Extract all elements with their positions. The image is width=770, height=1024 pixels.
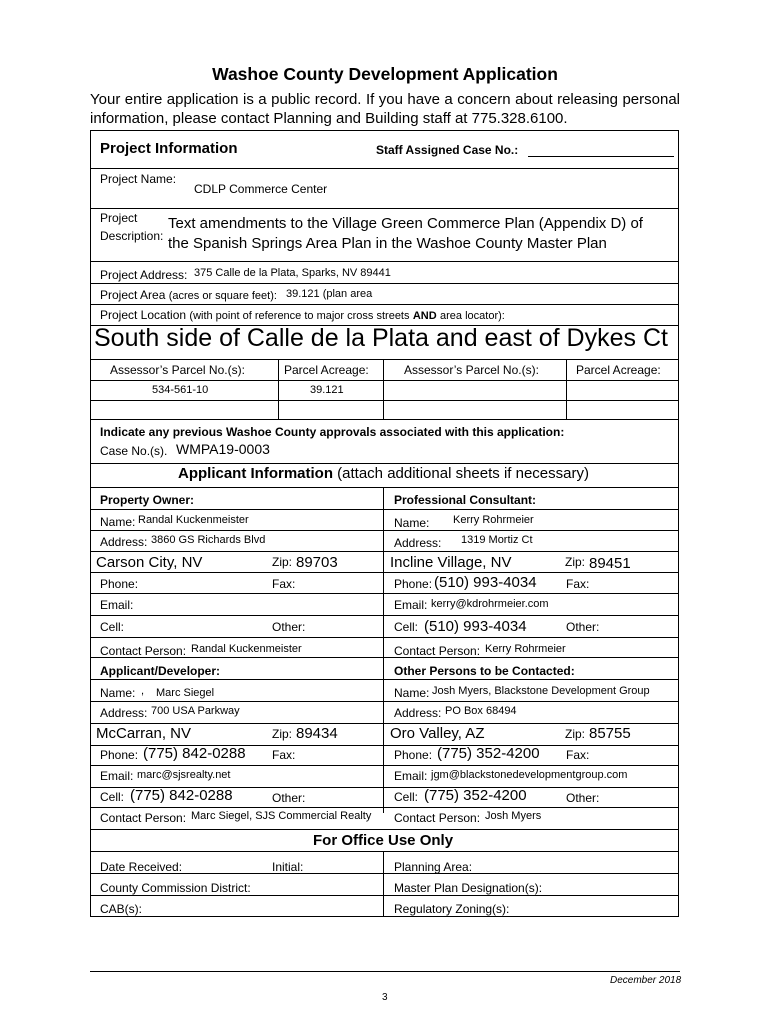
owner-email-label: Email: <box>100 598 134 612</box>
case-no-label: Case No.(s). <box>100 444 168 458</box>
developer-name-value[interactable]: Marc Siegel <box>156 687 215 699</box>
developer-email-value[interactable]: marc@sjsrealty.net <box>137 769 231 781</box>
other-city[interactable]: Oro Valley, AZ <box>390 725 485 742</box>
project-address-label: Project Address: <box>100 268 188 282</box>
commission-district-label: County Commission District: <box>100 881 251 895</box>
staff-case-field[interactable] <box>528 156 674 157</box>
project-location-label-text: Project Location <box>100 308 187 322</box>
project-location-note-and: AND <box>412 310 437 322</box>
document-title: Washoe County Development Application <box>212 64 558 84</box>
developer-name-label: Name: <box>100 686 136 700</box>
project-desc-value-2[interactable]: the Spanish Springs Area Plan in the Washoe County Master Plan <box>168 235 607 252</box>
owner-other-label: Other: <box>272 620 306 634</box>
parcel-header-acreage-1: Parcel Acreage: <box>284 363 369 377</box>
other-address-label: Address: <box>394 706 442 720</box>
owner-zip-label: Zip: <box>272 555 293 569</box>
parcel-apn-1[interactable]: 534-561-10 <box>152 384 209 396</box>
owner-city[interactable]: Carson City, NV <box>96 554 203 571</box>
parcel-header-apn-2: Assessor’s Parcel No.(s): <box>404 363 539 377</box>
developer-zip-value[interactable]: 89434 <box>296 725 338 742</box>
other-contact-value[interactable]: Josh Myers <box>485 810 542 822</box>
planning-area-label: Planning Area: <box>394 860 473 874</box>
other-fax-label: Fax: <box>566 748 590 762</box>
developer-fax-label: Fax: <box>272 748 296 762</box>
consultant-phone-value[interactable]: (510) 993-4034 <box>434 574 537 591</box>
owner-contact-label: Contact Person: <box>100 644 187 658</box>
parcel-header-apn-1: Assessor’s Parcel No.(s): <box>110 363 245 377</box>
project-desc-value-1[interactable]: Text amendments to the Village Green Commerce Plan (Appendix D) of <box>168 215 643 232</box>
consultant-email-value[interactable]: kerry@kdrohrmeier.com <box>431 598 549 610</box>
consultant-zip-label: Zip: <box>565 555 586 569</box>
parcel-acreage-1[interactable]: 39.121 <box>310 384 344 396</box>
owner-address-label: Address: <box>100 535 148 549</box>
other-contact-label: Contact Person: <box>394 811 481 825</box>
other-phone-label: Phone: <box>394 748 433 762</box>
developer-name-prefix: , <box>141 685 145 697</box>
footer-rule <box>90 971 680 972</box>
developer-email-label: Email: <box>100 769 134 783</box>
other-other-label: Other: <box>566 791 600 805</box>
intro-text: Your entire application is a public record. If you have a concern about releasing personal information, please contact Planning and Building staff at 775.328.6100. <box>90 91 680 127</box>
owner-name-value[interactable]: Randal Kuckenmeister <box>138 514 249 526</box>
developer-address-value[interactable]: 700 USA Parkway <box>151 705 240 717</box>
consultant-fax-label: Fax: <box>566 577 590 591</box>
consultant-phone-label: Phone: <box>394 577 433 591</box>
page-number: 3 <box>382 992 388 1003</box>
project-area-label <box>100 288 277 302</box>
consultant-address-label: Address: <box>394 536 442 550</box>
owner-fax-label: Fax: <box>272 577 296 591</box>
developer-heading: Applicant/Developer: <box>100 664 221 678</box>
project-desc-label-1: Project <box>100 211 138 225</box>
other-persons-heading: Other Persons to be Contacted: <box>394 664 575 678</box>
developer-cell-value[interactable]: (775) 842-0288 <box>130 787 233 804</box>
property-owner-heading: Property Owner: <box>100 493 195 507</box>
cab-label: CAB(s): <box>100 902 142 916</box>
developer-contact-label: Contact Person: <box>100 811 187 825</box>
applicant-info-heading-bold: Applicant Information <box>178 465 333 482</box>
consultant-email-label: Email: <box>394 598 428 612</box>
owner-name-label: Name: <box>100 515 136 529</box>
project-location-value[interactable]: South side of Calle de la Plata and east of Dykes Ct <box>94 324 668 352</box>
other-zip-value[interactable]: 85755 <box>589 725 631 742</box>
developer-address-label: Address: <box>100 706 148 720</box>
consultant-cell-label: Cell: <box>394 620 419 634</box>
parcel-header-acreage-2: Parcel Acreage: <box>576 363 661 377</box>
project-name-label: Project Name: <box>100 172 177 186</box>
owner-address-value[interactable]: 3860 GS Richards Blvd <box>151 534 266 546</box>
consultant-heading: Professional Consultant: <box>394 493 537 507</box>
case-no-value[interactable]: WMPA19-0003 <box>176 441 270 457</box>
staff-case-label: Staff Assigned Case No.: <box>376 143 519 157</box>
project-location-note-1: (with point of reference to major cross streets <box>189 310 410 322</box>
other-cell-value[interactable]: (775) 352-4200 <box>424 787 527 804</box>
other-email-label: Email: <box>394 769 428 783</box>
master-plan-label: Master Plan Designation(s): <box>394 881 543 895</box>
project-location-label <box>100 308 505 322</box>
date-received-label: Date Received: <box>100 860 183 874</box>
consultant-address-value[interactable]: 1319 Mortiz Ct <box>461 534 533 546</box>
project-area-label-text: Project Area <box>100 288 166 302</box>
other-email-value[interactable]: jgm@blackstonedevelopmentgroup.com <box>431 769 628 781</box>
developer-cell-label: Cell: <box>100 790 125 804</box>
consultant-name-value[interactable]: Kerry Rohrmeier <box>453 514 534 526</box>
zoning-label: Regulatory Zoning(s): <box>394 902 510 916</box>
consultant-name-label: Name: <box>394 516 430 530</box>
footer-date: December 2018 <box>610 975 682 986</box>
owner-contact-value[interactable]: Randal Kuckenmeister <box>191 643 302 655</box>
consultant-zip-value[interactable]: 89451 <box>589 555 631 572</box>
developer-contact-value[interactable]: Marc Siegel, SJS Commercial Realty <box>191 810 372 822</box>
applicant-info-heading <box>178 465 589 482</box>
other-zip-label: Zip: <box>565 727 586 741</box>
other-name-value[interactable]: Josh Myers, Blackstone Development Group <box>432 685 650 697</box>
consultant-cell-value[interactable]: (510) 993-4034 <box>424 618 527 635</box>
other-address-value[interactable]: PO Box 68494 <box>445 705 517 717</box>
developer-zip-label: Zip: <box>272 727 293 741</box>
project-location-note-2: area locator): <box>440 310 505 322</box>
project-desc-label-2: Description: <box>100 229 164 243</box>
initial-label: Initial: <box>272 860 304 874</box>
developer-other-label: Other: <box>272 791 306 805</box>
other-cell-label: Cell: <box>394 790 419 804</box>
project-name-value[interactable]: CDLP Commerce Center <box>194 182 328 196</box>
applicant-info-heading-rest: (attach additional sheets if necessary) <box>337 465 589 482</box>
other-phone-value[interactable]: (775) 352-4200 <box>437 745 540 762</box>
developer-city[interactable]: McCarran, NV <box>96 725 192 742</box>
owner-cell-label: Cell: <box>100 620 125 634</box>
consultant-contact-label: Contact Person: <box>394 644 481 658</box>
project-area-note: (acres or square feet): <box>168 290 277 302</box>
owner-phone-label: Phone: <box>100 577 139 591</box>
owner-zip-value[interactable]: 89703 <box>296 554 338 571</box>
project-area-value[interactable]: 39.121 (plan area <box>286 288 373 300</box>
office-use-heading: For Office Use Only <box>313 832 454 849</box>
project-info-heading: Project Information <box>100 140 238 157</box>
project-address-value[interactable]: 375 Calle de la Plata, Sparks, NV 89441 <box>194 267 391 279</box>
other-name-label: Name: <box>394 686 430 700</box>
consultant-city[interactable]: Incline Village, NV <box>390 554 512 571</box>
approvals-label: Indicate any previous Washoe County approvals associated with this application: <box>100 425 565 439</box>
developer-phone-value[interactable]: (775) 842-0288 <box>143 745 246 762</box>
consultant-contact-value[interactable]: Kerry Rohrmeier <box>485 643 566 655</box>
developer-phone-label: Phone: <box>100 748 139 762</box>
consultant-other-label: Other: <box>566 620 600 634</box>
